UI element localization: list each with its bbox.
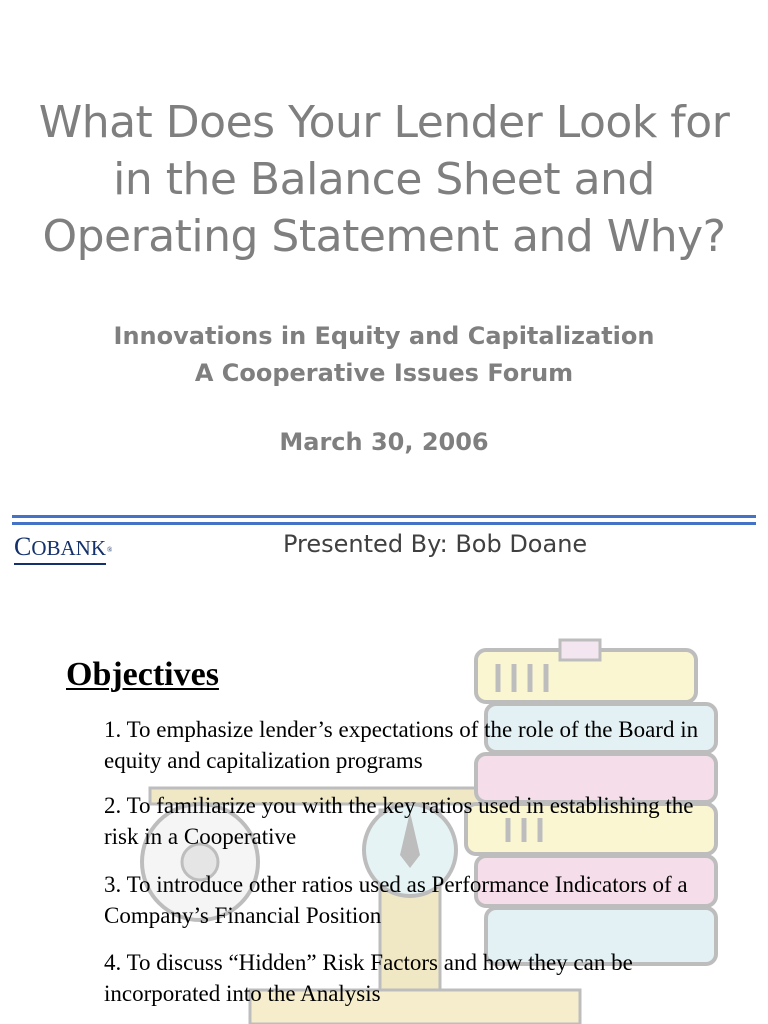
objectives-heading: Objectives — [66, 656, 219, 693]
logo-rest-letters: OBANK — [31, 536, 107, 560]
title-line: Operating Statement and Why? — [42, 211, 726, 262]
title-line: in the Balance Sheet and — [113, 154, 655, 205]
title-line: What Does Your Lender Look for — [38, 97, 730, 148]
subtitle-line: A Cooperative Issues Forum — [194, 359, 574, 387]
subtitle-line: Innovations in Equity and Capitalization — [113, 322, 655, 350]
objectives-slide — [0, 600, 768, 1024]
divider-line-top — [12, 515, 756, 518]
presentation-date: March 30, 2006 — [279, 428, 489, 456]
presentation-title — [0, 94, 768, 265]
objective-item: 2. To familiarize you with the key ratios used in establishing the risk in a Cooperative — [104, 793, 694, 849]
registered-mark: ® — [107, 546, 113, 554]
presenter-name: Presented By: Bob Doane — [283, 530, 588, 558]
objective-item: 1. To emphasize lender’s expectations of the role of the Board in equity and capitalization programs — [104, 717, 699, 773]
objective-item: 4. To discuss “Hidden” Risk Factors and how they can be incorporated into the Analysis — [104, 950, 633, 1006]
cobank-logo — [14, 532, 112, 565]
logo-first-letter: C — [14, 532, 32, 561]
divider-line-bottom — [12, 522, 756, 525]
logo-wordmark — [14, 532, 106, 565]
objective-item: 3. To introduce other ratios used as Performance Indicators of a Company’s Financial Position — [104, 872, 688, 928]
presentation-subtitle — [0, 318, 768, 392]
